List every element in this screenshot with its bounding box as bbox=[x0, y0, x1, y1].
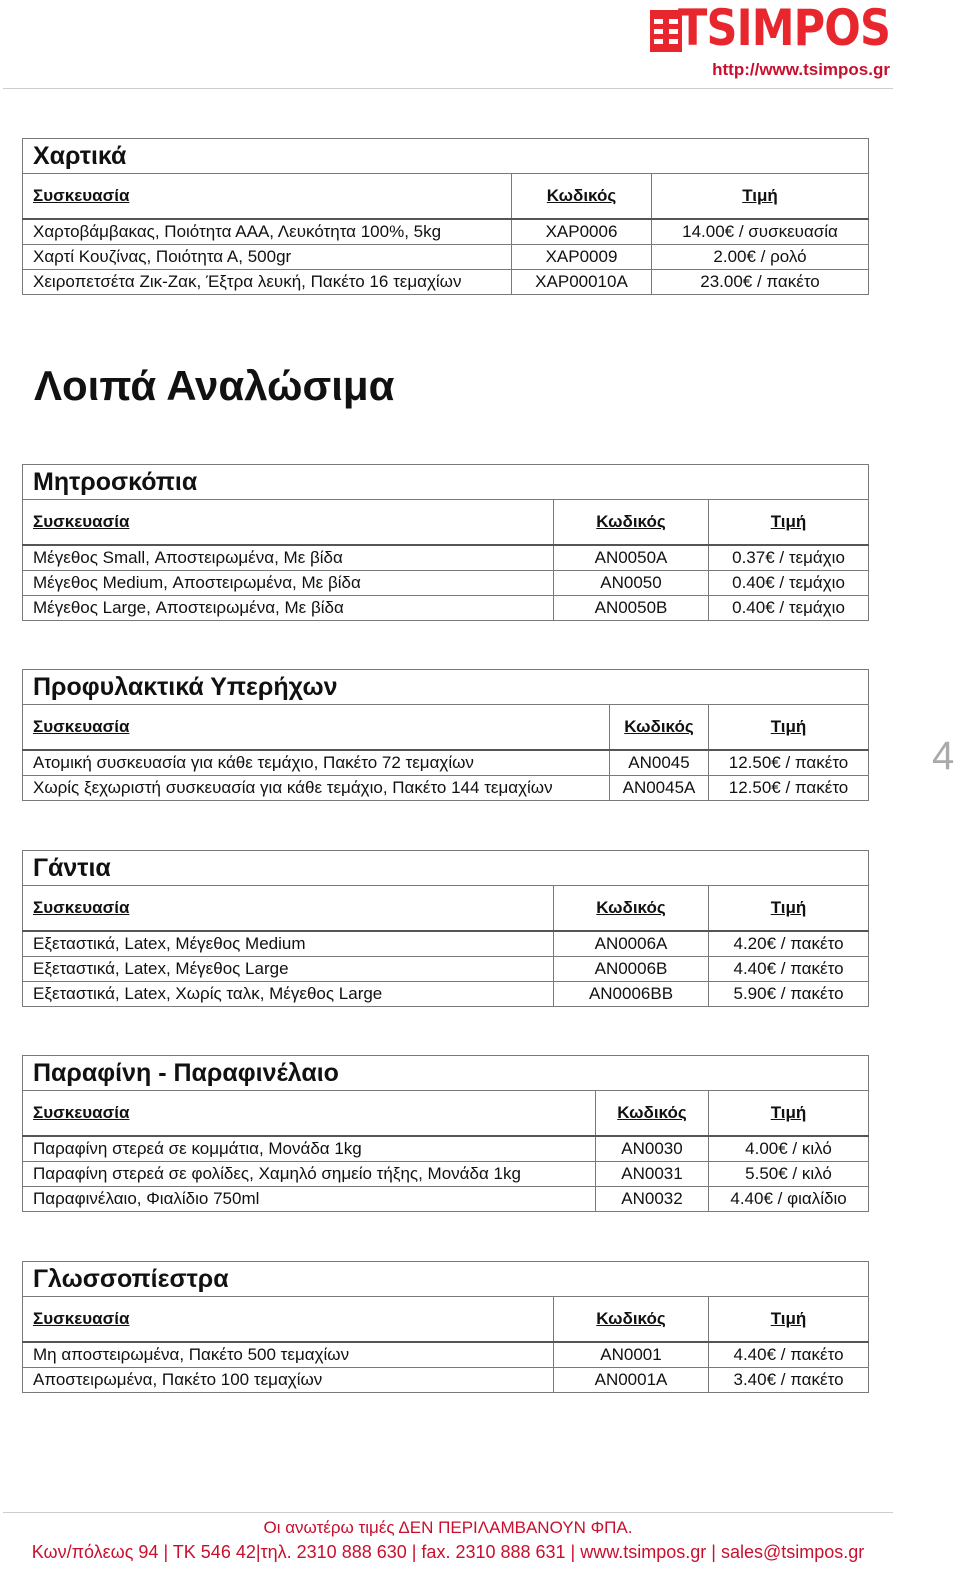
paraffin-table bbox=[22, 1055, 869, 1212]
column-header-package: Συσκευασία bbox=[23, 500, 554, 546]
table-row bbox=[23, 245, 869, 270]
item-code: ΑΝ0006Α bbox=[554, 931, 709, 957]
speculums-table bbox=[22, 464, 869, 621]
item-description: Μέγεθος Small, Αποστειρωμένα, Με βίδα bbox=[23, 545, 554, 571]
vat-notice: Οι ανωτέρω τιμές ΔΕΝ ΠΕΡΙΛΑΜΒΑΝΟΥΝ ΦΠΑ. bbox=[263, 1518, 633, 1537]
item-description: Παραφίνη στερεά σε φολίδες, Χαμηλό σημείο τήξης, Μονάδα 1kg bbox=[23, 1162, 596, 1187]
item-code: ΑΝ0050Β bbox=[554, 596, 709, 621]
item-code: ΧΑΡ0006 bbox=[512, 219, 652, 245]
table-row bbox=[23, 270, 869, 295]
table-row bbox=[23, 219, 869, 245]
item-code: ΑΝ0031 bbox=[596, 1162, 709, 1187]
item-price: 5.90€ / πακέτο bbox=[709, 982, 869, 1007]
item-code: ΑΝ0006Β bbox=[554, 957, 709, 982]
item-code: ΑΝ0045 bbox=[610, 750, 709, 776]
item-description: Ατομική συσκευασία για κάθε τεμάχιο, Πακέτο 72 τεμαχίων bbox=[23, 750, 610, 776]
gloves-table bbox=[22, 850, 869, 1007]
table-row bbox=[23, 545, 869, 571]
item-code: ΑΝ0030 bbox=[596, 1136, 709, 1162]
item-code: ΑΝ0050 bbox=[554, 571, 709, 596]
item-code: ΑΝ0032 bbox=[596, 1187, 709, 1212]
column-header-package: Συσκευασία bbox=[23, 1091, 596, 1137]
column-header-package: Συσκευασία bbox=[23, 886, 554, 932]
item-price: 4.40€ / πακέτο bbox=[709, 957, 869, 982]
column-header-code: Κωδικός bbox=[512, 174, 652, 220]
item-description: Εξεταστικά, Latex, Μέγεθος Medium bbox=[23, 931, 554, 957]
table-row bbox=[23, 1136, 869, 1162]
contact-info: Κων/πόλεως 94 | ΤΚ 546 42|τηλ. 2310 888 630 | fax. 2310 888 631 | www.tsimpos.gr | sales@tsimpos.gr bbox=[31, 1542, 865, 1562]
item-price: 3.40€ / πακέτο bbox=[709, 1368, 869, 1393]
item-description: Παραφινέλαιο, Φιαλίδιο 750ml bbox=[23, 1187, 596, 1212]
page-number: 4 bbox=[932, 734, 955, 778]
item-code: ΑΝ0006ΒΒ bbox=[554, 982, 709, 1007]
item-code: ΑΝ0045Α bbox=[610, 776, 709, 801]
column-header-price: Τιμή bbox=[709, 705, 869, 751]
table-row bbox=[23, 1162, 869, 1187]
item-description: Χειροπετσέτα Ζικ-Ζακ, Έξτρα λευκή, Πακέτο 16 τεμαχίων bbox=[23, 270, 512, 295]
item-price: 4.20€ / πακέτο bbox=[709, 931, 869, 957]
section-title: Παραφίνη - Παραφινέλαιο bbox=[23, 1056, 869, 1091]
column-header-code: Κωδικός bbox=[610, 705, 709, 751]
column-header-code: Κωδικός bbox=[554, 1297, 709, 1343]
logo-text: TSIMPOS bbox=[678, 0, 891, 57]
item-description: Παραφίνη στερεά σε κομμάτια, Μονάδα 1kg bbox=[23, 1136, 596, 1162]
item-description: Μη αποστειρωμένα, Πακέτο 500 τεμαχίων bbox=[23, 1342, 554, 1368]
item-price: 5.50€ / κιλό bbox=[709, 1162, 869, 1187]
table-row bbox=[23, 1342, 869, 1368]
item-description: Εξεταστικά, Latex, Χωρίς ταλκ, Μέγεθος Large bbox=[23, 982, 554, 1007]
column-header-price: Τιμή bbox=[652, 174, 869, 220]
tongue-depressors-table bbox=[22, 1261, 869, 1393]
paper-products-table bbox=[22, 138, 869, 295]
column-header-price: Τιμή bbox=[709, 500, 869, 546]
section-title: Χαρτικά bbox=[23, 139, 869, 174]
item-price: 12.50€ / πακέτο bbox=[709, 750, 869, 776]
item-price: 2.00€ / ρολό bbox=[652, 245, 869, 270]
section-title: Μητροσκόπια bbox=[23, 465, 869, 500]
item-description: Αποστειρωμένα, Πακέτο 100 τεμαχίων bbox=[23, 1368, 554, 1393]
column-header-price: Τιμή bbox=[709, 1297, 869, 1343]
item-price: 0.37€ / τεμάχιο bbox=[709, 545, 869, 571]
item-price: 4.40€ / πακέτο bbox=[709, 1342, 869, 1368]
column-header-package: Συσκευασία bbox=[23, 1297, 554, 1343]
item-code: ΑΝ0001Α bbox=[554, 1368, 709, 1393]
item-price: 23.00€ / πακέτο bbox=[652, 270, 869, 295]
item-code: ΑΝ0001 bbox=[554, 1342, 709, 1368]
footer-divider bbox=[3, 1512, 893, 1513]
column-header-package: Συσκευασία bbox=[23, 705, 610, 751]
column-header-package: Συσκευασία bbox=[23, 174, 512, 220]
column-header-code: Κωδικός bbox=[554, 886, 709, 932]
section-title: Προφυλακτικά Υπερήχων bbox=[23, 670, 869, 705]
section-title: Γλωσσοπίεστρα bbox=[23, 1262, 869, 1297]
table-row bbox=[23, 776, 869, 801]
item-code: ΧΑΡ00010Α bbox=[512, 270, 652, 295]
item-code: ΧΑΡ0009 bbox=[512, 245, 652, 270]
item-description: Εξεταστικά, Latex, Μέγεθος Large bbox=[23, 957, 554, 982]
probe-covers-table bbox=[22, 669, 869, 801]
table-row bbox=[23, 931, 869, 957]
item-price: 0.40€ / τεμάχιο bbox=[709, 571, 869, 596]
table-row bbox=[23, 982, 869, 1007]
column-header-code: Κωδικός bbox=[596, 1091, 709, 1137]
item-description: Χωρίς ξεχωριστή συσκευασία για κάθε τεμάχιο, Πακέτο 144 τεμαχίων bbox=[23, 776, 610, 801]
site-url-link[interactable]: http://www.tsimpos.gr bbox=[712, 60, 890, 79]
table-row bbox=[23, 957, 869, 982]
other-consumables-heading: Λοιπά Αναλώσιμα bbox=[34, 362, 395, 409]
item-description: Μέγεθος Large, Αποστειρωμένα, Με βίδα bbox=[23, 596, 554, 621]
column-header-price: Τιμή bbox=[709, 1091, 869, 1137]
table-row bbox=[23, 596, 869, 621]
item-price: 4.40€ / φιαλίδιο bbox=[709, 1187, 869, 1212]
table-row bbox=[23, 1187, 869, 1212]
item-price: 14.00€ / συσκευασία bbox=[652, 219, 869, 245]
section-title: Γάντια bbox=[23, 851, 869, 886]
brand-logo bbox=[650, 0, 891, 57]
item-description: Χαρτί Κουζίνας, Ποιότητα Α, 500gr bbox=[23, 245, 512, 270]
item-code: ΑΝ0050Α bbox=[554, 545, 709, 571]
item-description: Μέγεθος Medium, Αποστειρωμένα, Με βίδα bbox=[23, 571, 554, 596]
header-divider bbox=[3, 88, 893, 89]
column-header-code: Κωδικός bbox=[554, 500, 709, 546]
item-price: 4.00€ / κιλό bbox=[709, 1136, 869, 1162]
item-price: 0.40€ / τεμάχιο bbox=[709, 596, 869, 621]
table-row bbox=[23, 750, 869, 776]
item-description: Χαρτοβάμβακας, Ποιότητα ΑΑΑ, Λευκότητα 100%, 5kg bbox=[23, 219, 512, 245]
table-row bbox=[23, 571, 869, 596]
column-header-price: Τιμή bbox=[709, 886, 869, 932]
table-row bbox=[23, 1368, 869, 1393]
item-price: 12.50€ / πακέτο bbox=[709, 776, 869, 801]
